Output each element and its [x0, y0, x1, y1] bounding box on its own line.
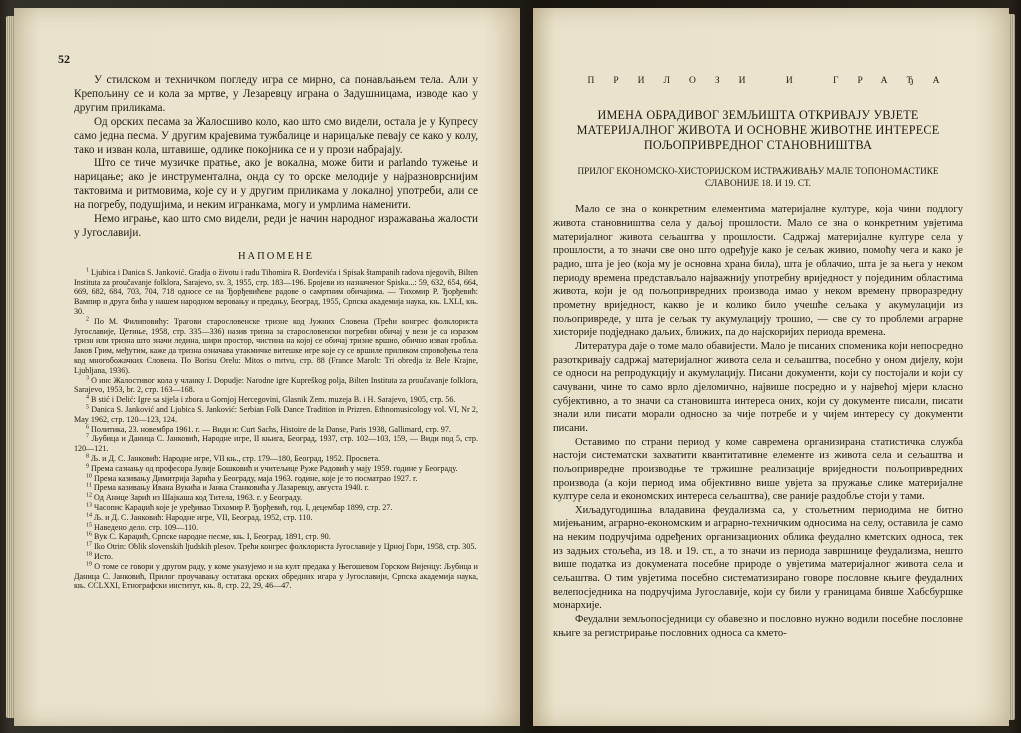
page-number: 52 [58, 52, 70, 66]
footnote [74, 513, 478, 523]
footnote [74, 532, 478, 542]
body-paragraph: Од орских песама за Жалосшиво коло, као што смо видели, остала је у Купресу само једна песма. У другим крајевима тужбалице и нарицаљке певају се како у колу, тако и изван кола, штавише, одлике покојника се и у прози набрајају. [74, 115, 478, 156]
body-paragraph: Хиљадугодишња владавина феудализма са, у стољетним периодима не битно мијењаним, аграрно-економским и аграрно-техничким односима на селу, оставила је само на неким подручјима одређених организационих облика феудално кметских односа, тек из задњих стољећа, из 18. и 19. ст., а то значи из периода завршнице феудализма, нешто више податка из докумената посебне природе о увјетима материјалног живота села и сељаштва. О тим увјетима посебно систематизирано говоре пословне књиге феудалних велепосједника на подручјима Југославије, који су били у границама бивше Хабсбуршке монархије. [553, 504, 963, 612]
footnote-text: Ljubica i Danica S. Janković. Gradja o životu i radu Tihomira R. Đorđevića i Spisak štampanih radova njegovih, Bilten Instituta za proučavanje folklora, Sarajevo, sv. 3, 1955, стр. 183—196. Бројеви из назначеног Spiska...: 59, 632, 654, 664, 669, 682, 684, 703, 704, 718 односе се на Ђорђевићеве радове о самртним обичајима. — Тихомир Р. Ђорђевић: Вампир и друга бића у нашем народном веровању и предању, Београд, 1955, Српска академија наука, књ. LXLI, књ. 30. [74, 267, 478, 317]
notes-heading: НАПОМЕНЕ [237, 250, 315, 262]
footnote [74, 464, 478, 474]
right-page [533, 8, 1009, 726]
footnote-number: 2 [86, 316, 89, 323]
footnote-text: В stić i Delić: Igre sa sijela i zbora u Gornjoj Hercegovini, Glasnik Zem. muzeja B. i H. Sarajevo, 1905, стр. 56. [91, 395, 456, 405]
footnote-text: Политика, 23. новембра 1961. г. — Види и: Curt Sachs, Histoire de la Danse, Paris 1938, Gallimard, стр. 97. [91, 424, 451, 434]
footnote-text: Iko Otrin: Oblik slovenskih ljudskih plesov. Трећи конгрес фолклориста Југославије у Црној Гори, 1958, стр. 305. [94, 542, 477, 552]
footnote-text: Вук С. Караџић, Српске народне песме, књ. I, Београд, 1891, стр. 90. [94, 532, 331, 542]
footnote-text: Наведено дело. стр. 109—110. [94, 522, 199, 532]
footnote [74, 317, 478, 376]
footnote [74, 542, 478, 552]
footnote-number: 10 [86, 472, 92, 479]
footnote [74, 552, 478, 562]
footnote-number: 5 [86, 404, 89, 411]
footnote [74, 395, 478, 405]
footnote-number: 13 [86, 502, 92, 509]
body-paragraph: Феудални земљопосједници су обавезно и пословно нужно водили посебне пословне књиге за регистрирање пословних односа са кмето- [553, 614, 963, 639]
footnote-text: По М. Филиповићу: Трагови старословенске тризне код Јужних Словена (Трећи конгрес фолклориста Југославије, Цетиње, 1958, стр. 335—336) назив тризна за старословенски погребни обичај у вези је са изразом тризн или тризна што значи ледина, шири простор, чистина на којој се обичај тризне вршио, обично изван гробља. Јаков Грим, међутим, каже да тризна означава утакмичке витешке игре које су се вршиле приликом спровођења тела код многобожачких Словена. По Borisu Orelu: Mitos o mrtvu, стр. 88 (France Marolt: Tri obredja iz Bele Krajne, Ljubljana, 1936). [74, 316, 478, 375]
footnote [74, 454, 478, 464]
footnote [74, 483, 478, 493]
footnote-text: Према казивању Ивана Вукића и Јанка Станковића у Лазаревцу, августа 1940. г. [93, 483, 369, 493]
footnote-text: Од Анице Зарић из Шајкаша код Титела, 1963. г. у Београду. [94, 493, 303, 503]
article-title: ИМЕНА ОБРАДИВОГ ЗЕМЉИШТА ОТКРИВАЈУ УВЈЕТЕ МАТЕРИЈАЛНОГ ЖИВОТА И ОСНОВНЕ ЖИВОТНЕ ИНТЕРЕСЕ ПОЉОПРИВРЕДНОГ СТАНОВНИШТВА [576, 108, 940, 152]
section-label: ПРИЛОЗИ И ГРАЂА [587, 76, 959, 86]
footnote [74, 503, 478, 513]
footnote-text: Исто. [94, 551, 113, 561]
footnote [74, 493, 478, 503]
footnote-number: 9 [86, 463, 89, 470]
notes-list [74, 268, 478, 591]
footnote-text: О инс Жалостивог кола у чланку J. Dopudje: Narodne igre Kupreškog polja, Bilten Instituta za proučavanje folklora, Sarajevo, 1953, br. 2, стр. 163—168. [74, 375, 478, 395]
footnote-number: 12 [86, 492, 92, 499]
footnote-number: 6 [86, 423, 89, 430]
footnote-text: Љ. и Д. С. Јанковић: Народне игре, VII књ., стр. 179—180, Београд, 1952. Просвета. [91, 454, 381, 464]
footnote-text: Према сазнању од професора Јулије Бошковић и учитељице Руже Радовић у мају 1959. године у Београду. [91, 463, 458, 473]
footnote-text: Према казивању Димитрија Зарића у Београду, маја 1963. године, које је то посматрао 1927. г. [94, 473, 418, 483]
footnote-number: 1 [86, 267, 89, 274]
footnote-number: 14 [86, 512, 92, 519]
footnote-text: О томе се говори у другом раду, у коме указујемо и на култ предака у Његошевом Горском Вијенцу: Љубица и Даница С. Јанковић, Прилог проучавању остатака орских обредних игара у Југославији, Српска академија наука, књ. CCLXXI, Етнографски институт, књ. 8, стр. 22, 29, 46—47. [74, 561, 479, 591]
footnote-text: Љ. и Д. С. Јанковић: Народне игре, VII, Београд, 1952, стр. 110. [94, 512, 313, 522]
footnote [74, 434, 478, 454]
left-page [14, 8, 520, 726]
article-subtitle: ПРИЛОГ ЕКОНОМСКО-ХИСТОРИЈСКОМ ИСТРАЖИВАЊУ МАЛЕ ТОПОНОМАСТИКЕ СЛАВОНИЈЕ 18. И 19. СТ. [577, 166, 939, 189]
footnote-number: 15 [86, 521, 92, 528]
footnote-number: 8 [86, 453, 89, 460]
body-paragraph: Литература даје о томе мало обавијести. Мало је писаних споменика који непосредно разоткривају садржај материјалног живота села и сељаштва, посебно у оном дијелу, који се односи на репродукцију и акумулацију. Писани документи, који су постојали и који су сачувани, чине то само врло дјеломично, највише посредно и у највећој мјери класно субјективно, а то значи са становишта интереса оних, који су документе писали, писати знали или писати морали односно за чије потребе и у чијем интересу су документи писани. [553, 340, 963, 434]
left-page-content [74, 48, 478, 591]
footnote-number: 16 [86, 531, 92, 538]
footnote [74, 474, 478, 484]
footnote [74, 425, 478, 435]
footnote-number: 18 [86, 551, 92, 558]
footnote-number: 4 [86, 394, 89, 401]
body-paragraph: Мало се зна о конкретним елементима материјалне културе, која чини подлогу живота становништва села у даљој прошлости. Мало се зна о конкретним увјетима материјалног живота сељаштва у прошлости. Садржај материјалне културе села у прошлости, а то значи све оно што одређује како је сељак живио, помоћу чега и како је радио, шта је јео (која му је основна храна била), шта је облачио, шта је за њега у неком периоду времена представљало најважнију употребну вриједност у појединим областима живота, који је од пољопривредних производа имао у неком времену прворазредну прометну вриједност, какво је и колико било учешће сељака у акумулацији из пољопривреде, у шта је сељак ту акумулацију трошио, — све су то проблеми аграрне хисторије подједнако даљих, ближих, па до најскоријих периода времена. [553, 204, 963, 339]
body-paragraph: У стилском и техничком погледу игра се мирно, са понављањем тела. Али у Крепољину се и кола за мртве, у Лезаревцу играна о Задушницама, изводе као у другим приликама. [74, 74, 478, 114]
footnote [74, 268, 478, 317]
footnote-number: 17 [86, 541, 92, 548]
body-paragraph: Оставимо по страни период у коме савремена организирана статистичка служба настоји систематски захватити квантитативне елементе из живота села и сељаштва и пољопривредне производње те тржишне реализације вриједности пољопривредних производа (а који период има објективно више увјета за пружање слике материјалне културе села и економских интереса сељаштва), све раније раздобље стоји у тами. [553, 436, 963, 503]
footnote-number: 3 [86, 374, 89, 381]
footnote-text: Danica S. Janković and Ljubica S. Janković: Serbian Folk Dance Tradition in Prizren. Ethnomusicology vol. VI, Nr 2, May 1962, стр. 120—123, 124. [74, 405, 478, 424]
body-paragraph: Што се тиче музичке пратње, ако је вокална, може бити и parlando тужење и нарицање; ако је инструментална, онда су то орске мелодије у најразноврснијим тактовима и ритмовима, које су и у другим приликама у локалној употреби, али се на погребу, подушјима, и неким игранкама, могу и умрлима наменити. [74, 157, 478, 212]
footnote-number: 19 [86, 561, 92, 568]
body-paragraph: Немо играње, као што смо видели, реди је начин народног изражавања жалости у Југославији. [74, 213, 478, 239]
footnote [74, 376, 478, 396]
right-page-content [553, 70, 963, 640]
footnote [74, 523, 478, 533]
footnote-number: 11 [86, 482, 92, 489]
footnote-text: Часопис Караџић које је уређивао Тихомир Р. Ђорђевић, год. I, децембар 1899, стр. 27. [94, 503, 393, 512]
footnote [74, 405, 478, 425]
footnote-number: 7 [86, 433, 89, 440]
footnote [74, 562, 478, 591]
footnote-text: Љубица и Даница С. Јанковић, Народне игре, II књига, Београд, 1937, стр. 102—103, 159, — Види под 5, стр. 120—121. [74, 434, 478, 454]
